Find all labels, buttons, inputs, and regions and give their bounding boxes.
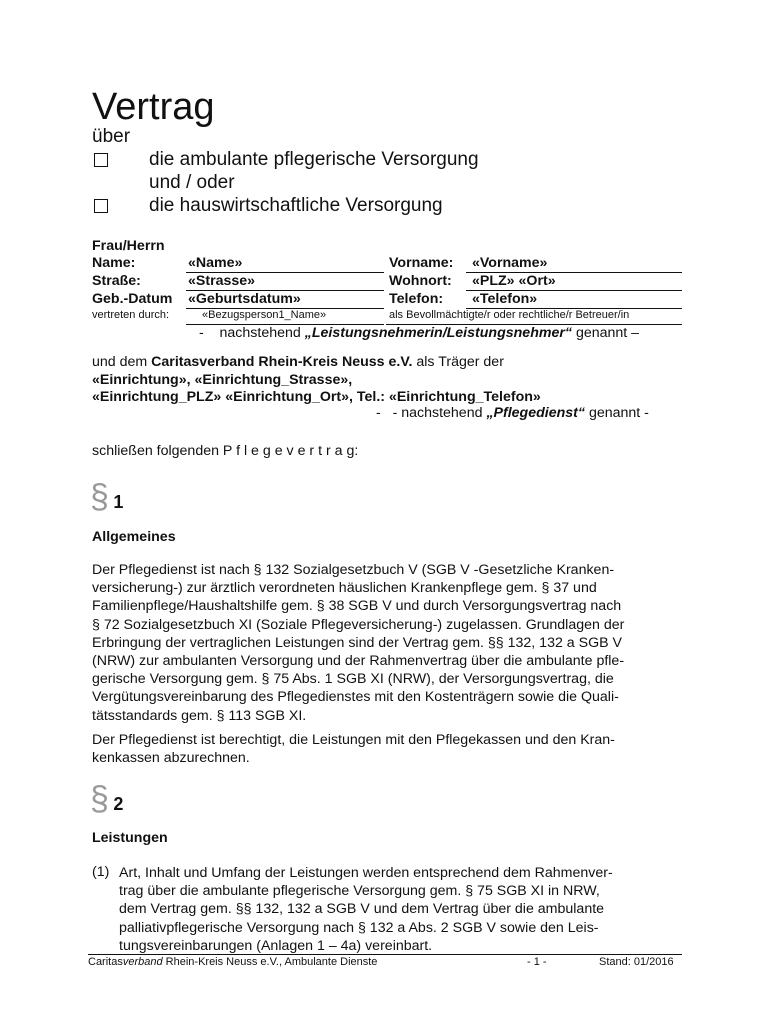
wohnort-value: «PLZ» «Ort» xyxy=(472,273,556,289)
section-2-title: Leistungen xyxy=(92,830,168,846)
vertreten-label: vertreten durch: xyxy=(92,309,170,321)
section-1-paragraph-2 xyxy=(92,731,670,767)
option-hauswirtschaft-label: die hauswirtschaftliche Versorgung xyxy=(149,195,443,216)
text-line: Der Pflegedienst ist berechtigt, die Leistungen mit den Pflegekassen und den Kran- xyxy=(92,732,615,748)
provider-line-2: «Einrichtung», «Einrichtung_Strasse», xyxy=(92,372,353,388)
strasse-value: «Strasse» xyxy=(188,273,256,289)
page-number: - 1 - xyxy=(527,956,547,968)
geb-datum-label: Geb.-Datum xyxy=(92,291,173,307)
provider-intro: und dem xyxy=(92,354,148,370)
text-line: Art, Inhalt und Umfang der Leistungen werden entsprechend dem Rahmenver- xyxy=(119,865,613,881)
text-line: trag über die ambulante pflegerische Versorgung gem. § 75 SGB XI in NRW, xyxy=(119,883,600,900)
list-item xyxy=(119,864,669,955)
wohnort-label: Wohnort: xyxy=(389,273,452,289)
text-line: tätsstandards gem. § 113 SGB XI. xyxy=(92,707,307,724)
text-line: kenkassen abzurechnen. xyxy=(92,750,250,767)
provider-name: Caritasverband Rhein-Kreis Neuss e.V. xyxy=(151,354,413,370)
footer-stand: Stand: 01/2016 xyxy=(599,956,674,968)
schliessen-text: schließen folgenden P f l e g e v e r t r a g: xyxy=(92,443,359,459)
option-ambulant-label: die ambulante pflegerische Versorgung xyxy=(149,149,479,170)
provider-role: als Träger der xyxy=(416,354,504,370)
section-number: 1 xyxy=(113,492,124,512)
text-line: Vergütungsvereinbarung des Pflegedienstes mit den Kostenträgern sowie die Quali- xyxy=(92,689,619,706)
dash: - xyxy=(199,325,204,341)
genannt-text: genannt - xyxy=(588,405,649,421)
paragraph-symbol: § xyxy=(90,478,109,516)
vertreten-value: «Bezugsperson1_Name» xyxy=(202,309,327,321)
text-line: Der Pflegedienst ist nach § 132 Sozialgesetzbuch V (SGB V -Gesetzliche Kranken- xyxy=(92,562,615,578)
leistungsnehmer-term: „Leistungsnehmerin/Leistungsnehmer“ xyxy=(304,325,572,341)
vorname-value: «Vorname» xyxy=(472,255,548,271)
section-1-paragraph-1 xyxy=(92,561,670,725)
nachstehend-text: nachstehend xyxy=(219,325,301,341)
section-1-heading xyxy=(90,478,123,517)
vorname-label: Vorname: xyxy=(389,255,454,271)
text-line: palliativpflegerische Versorgung nach § 132 a Abs. 2 SGB V sowie den Leis- xyxy=(119,919,599,936)
text-line: gerische Versorgung gem. § 75 Abs. 1 SGB XI (NRW), der Versorgungsvertrag, die xyxy=(92,671,614,688)
option-ambulant-checkbox[interactable] xyxy=(94,153,108,172)
footer-org-rest: Rhein-Kreis Neuss e.V., Ambulante Dienste xyxy=(162,956,378,968)
document-title: Vertrag xyxy=(92,86,215,128)
list-item-marker: (1) xyxy=(92,864,110,880)
strasse-label: Straße: xyxy=(92,273,141,289)
footer-organisation xyxy=(88,956,377,968)
text-line: dem Vertrag gem. §§ 132, 132 a SGB V und dem Vertrag über die ambulante xyxy=(119,901,605,918)
und-oder-text: und / oder xyxy=(149,172,235,193)
option-hauswirtschaft-checkbox[interactable] xyxy=(94,199,108,218)
dash: - xyxy=(376,405,381,421)
genannt-text: genannt – xyxy=(575,325,640,341)
pflegedienst-term: „Pflegedienst“ xyxy=(486,405,585,421)
text-line: Erbringung der vertraglichen Leistungen sind der Vertrag gem. §§ 132, 132 a SGB V xyxy=(92,634,622,651)
name-value: «Name» xyxy=(188,255,243,271)
text-line: (NRW) zur ambulanten Versorgung und der Rahmenvertrag über die ambulante pfle- xyxy=(92,653,625,670)
pflegedienst-line xyxy=(376,405,649,421)
provider-line-1 xyxy=(92,354,504,370)
name-label: Name: xyxy=(92,255,136,271)
footer-org-plain: Caritas xyxy=(88,956,123,968)
paragraph-symbol: § xyxy=(90,780,109,818)
footer-rule xyxy=(88,954,682,955)
geb-datum-value: «Geburtsdatum» xyxy=(188,291,301,307)
section-number: 2 xyxy=(113,794,124,814)
section-2-heading xyxy=(90,780,123,819)
footer-org-italic: verband xyxy=(122,956,163,968)
leistungsnehmer-line xyxy=(199,325,639,341)
frau-herrn-label: Frau/Herrn xyxy=(92,238,165,254)
bevollmaechtigte-note: als Bevollmächtigte/r oder rechtliche/r Betreuer/in xyxy=(389,309,630,321)
telefon-value: «Telefon» xyxy=(472,291,538,307)
text-line: Familienpflege/Haushaltshilfe gem. § 38 SGB V und durch Versorgungsvertrag nach xyxy=(92,598,622,615)
section-1-title: Allgemeines xyxy=(92,529,176,545)
nachstehend-text: - nachstehend xyxy=(392,405,483,421)
telefon-label: Telefon: xyxy=(389,291,444,307)
ueber-text: über xyxy=(92,126,131,147)
text-line: versicherung-) zur ärztlich verordneten häuslichen Krankenpflege gem. § 37 und xyxy=(92,580,597,597)
provider-line-3: «Einrichtung_PLZ» «Einrichtung_Ort», Tel.: «Einrichtung_Telefon» xyxy=(92,389,541,405)
text-line: tungsvereinbarungen (Anlagen 1 – 4a) vereinbart. xyxy=(119,937,433,954)
text-line: § 72 Sozialgesetzbuch XI (Soziale Pflegeversicherung-) zugelassen. Grundlagen der xyxy=(92,616,625,633)
